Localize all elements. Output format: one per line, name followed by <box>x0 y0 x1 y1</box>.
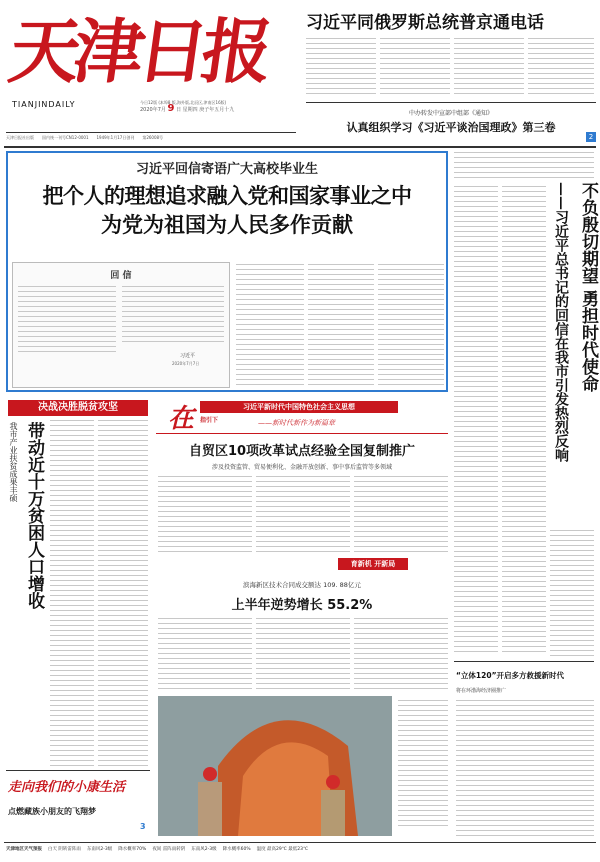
founded: 1949年1月17日创刊 <box>96 135 135 140</box>
binhai-kicker: 滨海新区技术合同成交额达 109. 88亿元 <box>243 581 361 589</box>
photo-worker1-helmet <box>203 767 217 781</box>
poverty-headline: 带动近十万贫困人口增收 <box>24 422 44 609</box>
series-banner-line1: 习近平新时代中国特色社会主义思想 <box>200 401 398 413</box>
photo-caption-text <box>398 700 448 826</box>
top-story-text-col1 <box>306 38 376 96</box>
right-top-text <box>454 152 594 180</box>
weather-item: 夜间 雷阵雨转阴 <box>152 847 186 852</box>
series-subtitle: ——新时代新作为新篇章 <box>258 419 335 427</box>
notice-page-ref[interactable]: 2 <box>586 132 596 142</box>
photo-worker2-body <box>321 790 345 836</box>
binhai-headline: 上半年逆势增长 55.2% <box>231 598 373 613</box>
photo-worker2-helmet <box>326 775 340 789</box>
ftz-headline: 自贸区10项改革试点经验全国复制推广 <box>188 444 416 459</box>
binhai-text-col3 <box>354 618 448 690</box>
weather-item: 温度 最高29℃ 最低23℃ <box>256 847 309 852</box>
letter-text-col1 <box>18 286 116 356</box>
notice-kicker: 中办转发中宣部中组部《通知》 <box>408 110 493 117</box>
ftz-text-col3 <box>354 476 448 552</box>
letter-date: 2020年7月7日 <box>172 361 200 366</box>
poverty-subhead: 我市产业扶贫成果丰硕 <box>9 422 18 502</box>
date-rest: 日 星期四 庚子年五月十九 <box>176 107 235 113</box>
section-divider <box>4 146 596 148</box>
weather-item: 降水概率70% <box>118 847 147 852</box>
bottom-left-banner: 走向我们的小康生活 <box>8 780 126 795</box>
date-day: 9 <box>167 103 175 114</box>
weather-bar <box>6 846 596 852</box>
top-story-text-col3 <box>454 38 524 96</box>
poverty-text-col2 <box>98 420 148 766</box>
lead-text-col3 <box>378 264 444 388</box>
bottom-left-page-ref[interactable]: 3 <box>140 822 146 831</box>
letter-text-col2 <box>122 286 224 346</box>
date-year-month: 2020年7月 <box>140 107 166 113</box>
ftz-text-col1 <box>158 476 252 552</box>
masthead-rule <box>6 132 296 133</box>
news-photo <box>158 696 392 836</box>
poverty-banner: 决战决胜脱贫攻坚 <box>8 400 148 416</box>
notice-headline: 认真组织学习《习近平谈治国理政》第三卷 <box>346 121 556 134</box>
lead-story-headline-1: 把个人的理想追求融入党和国家事业之中 <box>42 184 412 208</box>
photo-illustration <box>158 696 392 836</box>
new-opportunity-banner: 育新机 开新局 <box>338 558 408 570</box>
bottom-left-rule <box>6 770 150 771</box>
right-column-subhead: ——习近平总书记的回信在我市引发热烈反响 <box>553 182 569 462</box>
cn-code: 国内统一刊号CN12-0001 <box>42 135 89 140</box>
poverty-text-col1 <box>50 420 94 766</box>
right-text-col2 <box>502 186 546 656</box>
right-text-col3 <box>550 530 594 656</box>
weather-item: 东南风2-3级 <box>86 847 113 852</box>
lead-text-col2 <box>308 264 374 388</box>
top-story-headline: 习近平同俄罗斯总统普京通电话 <box>306 13 544 33</box>
publisher: 天津日报社出版 <box>6 135 34 140</box>
lead-text-col1 <box>236 264 304 388</box>
binhai-text-col1 <box>158 618 252 690</box>
weather-item: 降水概率60% <box>222 847 251 852</box>
issue-info: 今日12版 (本埠8 版,海外版,北辰区,津南区16版) <box>140 100 227 105</box>
right-text-col1 <box>454 186 498 656</box>
rescue-headline: “立体120”开启多方救援新时代 <box>456 671 565 680</box>
ftz-subhead: 涉及投资监管、贸易便利化、金融开放创新、事中事后监管等多领域 <box>211 464 392 471</box>
publisher-line <box>6 135 296 141</box>
lead-story-headline-2: 为党为祖国为人民多作贡献 <box>101 213 353 237</box>
top-story-text-col4 <box>528 38 594 96</box>
issue-info-block <box>140 100 300 113</box>
letter-signature: 习近平 <box>180 353 196 359</box>
masthead-pinyin: TIANJINDAILY <box>12 100 76 109</box>
binhai-text-col2 <box>256 618 350 690</box>
bottom-left-caption: 点燃藏族小朋友的飞翔梦 <box>8 807 96 816</box>
photo-worker1-body <box>198 782 222 836</box>
weather-label: 天津地区天气预报 <box>6 847 42 852</box>
rescue-rule <box>454 661 594 662</box>
top-story-text-col2 <box>380 38 450 96</box>
rescue-text <box>456 700 594 838</box>
issue-no: 第26008号 <box>142 135 164 140</box>
masthead-logo: 天津日报 <box>4 10 272 93</box>
right-column-headline: 不负殷切期望 勇担时代使命 <box>578 182 598 392</box>
letter-title: 回 信 <box>110 271 132 281</box>
weather-item: 白天 阴转雷阵雨 <box>48 847 81 852</box>
top-story-rule <box>306 102 596 103</box>
series-big-char: 在 <box>168 404 195 434</box>
date-line <box>140 103 300 114</box>
ftz-text-col2 <box>256 476 350 552</box>
footer-rule <box>4 842 596 843</box>
lead-story-kicker: 习近平回信寄语广大高校毕业生 <box>135 162 318 177</box>
weather-item: 东南风2-3级 <box>191 847 217 852</box>
series-banner-line2: 指引下 <box>200 417 219 424</box>
rescue-subhead: 将在环渤海经济圈推广 <box>456 688 507 694</box>
